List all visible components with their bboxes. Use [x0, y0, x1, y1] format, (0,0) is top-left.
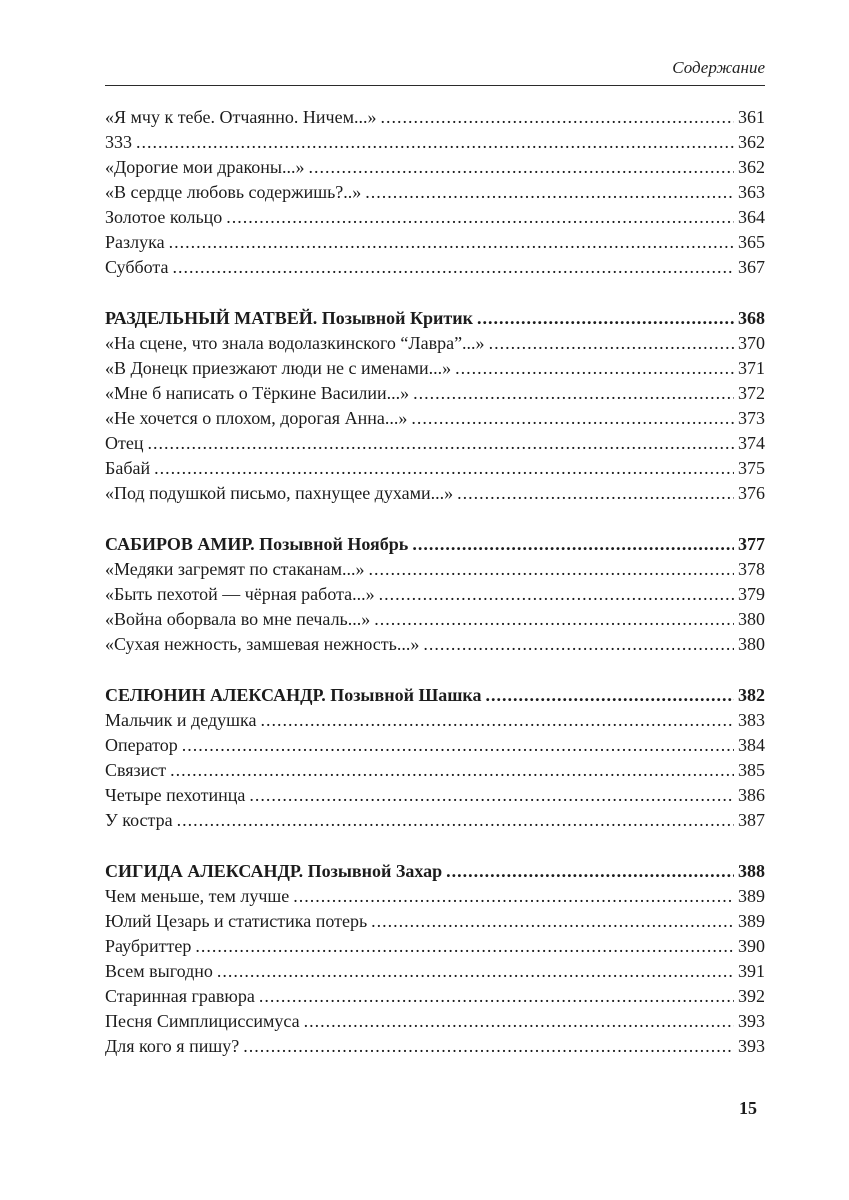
toc-entry-page: 364	[738, 207, 765, 227]
toc-entry	[105, 205, 765, 230]
toc-entry-title: СИГИДА АЛЕКСАНДР. Позывной Захар	[105, 861, 443, 881]
toc-sections	[105, 105, 765, 1059]
dot-leader	[412, 532, 734, 557]
dot-leader	[260, 708, 734, 733]
toc-entry-page: 373	[738, 408, 765, 428]
toc-entry	[105, 105, 765, 130]
toc-entry-page: 365	[738, 232, 765, 252]
toc-entry-title: «В Донецк приезжают люди не с именами...»	[105, 358, 452, 378]
toc-entry-title: Всем выгодно	[105, 961, 213, 981]
dot-leader	[177, 808, 734, 833]
toc-entry-title: У костра	[105, 810, 173, 830]
toc-entry	[105, 381, 765, 406]
toc-entry	[105, 708, 765, 733]
toc-entry-title: Песня Симплициссимуса	[105, 1011, 300, 1031]
toc-entry	[105, 406, 765, 431]
toc-entry	[105, 959, 765, 984]
toc-entry-title: «На сцене, что знала водолазкинского “Лавра”...»	[105, 333, 485, 353]
toc-entry-page: 361	[738, 107, 765, 127]
toc-entry-title: Мальчик и дедушка	[105, 710, 257, 730]
dot-leader	[170, 758, 734, 783]
toc-section	[105, 532, 765, 657]
toc-section-heading	[105, 859, 765, 884]
toc-entry	[105, 984, 765, 1009]
toc-section	[105, 306, 765, 506]
toc-entry	[105, 1034, 765, 1059]
toc-entry-page: 370	[738, 333, 765, 353]
dot-leader	[446, 859, 734, 884]
toc-entry	[105, 456, 765, 481]
dot-leader	[259, 984, 734, 1009]
dot-leader	[423, 632, 734, 657]
toc-entry	[105, 230, 765, 255]
toc-entry	[105, 481, 765, 506]
toc-entry	[105, 909, 765, 934]
dot-leader	[380, 105, 734, 130]
toc-entry-page: 384	[738, 735, 765, 755]
toc-entry-page: 362	[738, 132, 765, 152]
dot-leader	[309, 155, 734, 180]
toc-entry	[105, 130, 765, 155]
toc-entry-title: «Медяки загремят по стаканам...»	[105, 559, 365, 579]
dot-leader	[154, 456, 734, 481]
toc-entry-page: 387	[738, 810, 765, 830]
toc-entry-title: Бабай	[105, 458, 151, 478]
toc-entry-page: 393	[738, 1011, 765, 1031]
dot-leader	[369, 557, 734, 582]
toc-entry-title: «Быть пехотой — чёрная работа...»	[105, 584, 375, 604]
toc-entry-page: 378	[738, 559, 765, 579]
toc-entry-title: Чем меньше, тем лучше	[105, 886, 290, 906]
toc-entry-page: 377	[738, 534, 765, 554]
dot-leader	[486, 683, 734, 708]
toc-entry-page: 376	[738, 483, 765, 503]
toc-entry-page: 382	[738, 685, 765, 705]
toc-entry-title: «В сердце любовь содержишь?..»	[105, 182, 362, 202]
toc-entry-title: САБИРОВ АМИР. Позывной Ноябрь	[105, 534, 409, 554]
toc-section-heading	[105, 532, 765, 557]
toc-entry	[105, 1009, 765, 1034]
dot-leader	[226, 205, 734, 230]
dot-leader	[172, 255, 734, 280]
toc-entry	[105, 632, 765, 657]
toc-section	[105, 859, 765, 1059]
toc-entry-title: Четыре пехотинца	[105, 785, 246, 805]
toc-entry-title: РАЗДЕЛЬНЫЙ МАТВЕЙ. Позывной Критик	[105, 308, 473, 328]
dot-leader	[413, 381, 734, 406]
toc-entry	[105, 808, 765, 833]
dot-leader	[489, 331, 734, 356]
dot-leader	[136, 130, 734, 155]
toc-entry-title: Связист	[105, 760, 167, 780]
toc-entry-page: 380	[738, 609, 765, 629]
toc-entry-title: «Я мчу к тебе. Отчаянно. Ничем...»	[105, 107, 377, 127]
dot-leader	[411, 406, 734, 431]
toc-entry-title: Для кого я пишу?	[105, 1036, 240, 1056]
toc-entry-page: 383	[738, 710, 765, 730]
toc-entry-page: 392	[738, 986, 765, 1006]
toc-section-heading	[105, 683, 765, 708]
toc-entry	[105, 733, 765, 758]
toc-entry-title: Суббота	[105, 257, 169, 277]
toc-entry-page: 386	[738, 785, 765, 805]
toc-entry-page: 385	[738, 760, 765, 780]
toc-section	[105, 105, 765, 280]
toc-entry-title: «Не хочется о плохом, дорогая Анна...»	[105, 408, 408, 428]
running-header: Содержание	[672, 58, 765, 77]
toc-entry-page: 375	[738, 458, 765, 478]
toc-entry-title: Разлука	[105, 232, 165, 252]
dot-leader	[457, 481, 734, 506]
toc-entry-title: «Дорогие мои драконы...»	[105, 157, 305, 177]
dot-leader	[374, 607, 734, 632]
toc-entry-page: 372	[738, 383, 765, 403]
dot-leader	[249, 783, 734, 808]
toc-entry-title: СЕЛЮНИН АЛЕКСАНДР. Позывной Шашка	[105, 685, 482, 705]
page-number: 15	[739, 1098, 757, 1118]
dot-leader	[379, 582, 734, 607]
toc-entry-page: 362	[738, 157, 765, 177]
toc-entry-page: 390	[738, 936, 765, 956]
toc-entry-page: 393	[738, 1036, 765, 1056]
toc-entry-title: Старинная гравюра	[105, 986, 255, 1006]
toc-entry-page: 391	[738, 961, 765, 981]
dot-leader	[148, 431, 735, 456]
toc-entry-title: Оператор	[105, 735, 178, 755]
toc-entry-title: «Война оборвала во мне печаль...»	[105, 609, 371, 629]
dot-leader	[217, 959, 734, 984]
toc-entry	[105, 356, 765, 381]
toc-entry	[105, 783, 765, 808]
toc-entry-title: 333	[105, 132, 132, 152]
dot-leader	[169, 230, 734, 255]
toc-entry	[105, 557, 765, 582]
toc-entry	[105, 582, 765, 607]
toc-entry-title: Золотое кольцо	[105, 207, 223, 227]
toc-entry	[105, 180, 765, 205]
toc-entry-page: 380	[738, 634, 765, 654]
toc-entry-title: «Мне б написать о Тёркине Василии...»	[105, 383, 410, 403]
toc-entry-page: 388	[738, 861, 765, 881]
toc-entry-title: Отец	[105, 433, 144, 453]
toc-entry	[105, 934, 765, 959]
toc-section-heading	[105, 306, 765, 331]
dot-leader	[371, 909, 734, 934]
dot-leader	[293, 884, 734, 909]
toc-entry-page: 374	[738, 433, 765, 453]
toc-entry-title: «Под подушкой письмо, пахнущее духами...»	[105, 483, 454, 503]
toc-entry	[105, 431, 765, 456]
toc-entry	[105, 884, 765, 909]
toc-entry-page: 379	[738, 584, 765, 604]
toc-entry-title: «Сухая нежность, замшевая нежность...»	[105, 634, 420, 654]
toc-entry-page: 389	[738, 911, 765, 931]
dot-leader	[365, 180, 734, 205]
dot-leader	[455, 356, 734, 381]
toc-entry-page: 367	[738, 257, 765, 277]
toc-entry-page: 363	[738, 182, 765, 202]
toc-entry-title: Раубриттер	[105, 936, 192, 956]
toc-entry-title: Юлий Цезарь и статистика потерь	[105, 911, 368, 931]
dot-leader	[243, 1034, 734, 1059]
toc-section	[105, 683, 765, 833]
toc-entry	[105, 758, 765, 783]
toc-entry-page: 389	[738, 886, 765, 906]
toc-entry	[105, 331, 765, 356]
header-rule	[105, 85, 765, 86]
toc-entry-page: 368	[738, 308, 765, 328]
toc-entry-page: 371	[738, 358, 765, 378]
dot-leader	[304, 1009, 734, 1034]
dot-leader	[195, 934, 734, 959]
toc-entry	[105, 155, 765, 180]
toc-entry	[105, 255, 765, 280]
dot-leader	[182, 733, 734, 758]
dot-leader	[477, 306, 734, 331]
toc-entry	[105, 607, 765, 632]
